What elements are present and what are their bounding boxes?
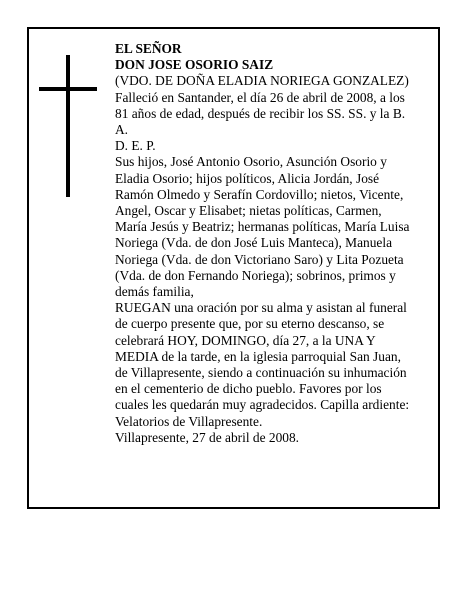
deceased-name: DON JOSE OSORIO SAIZ	[115, 57, 274, 73]
family-line: Eladia Osorio; hijos políticos, Alicia Jordán, José	[115, 170, 380, 186]
family-line: Noriega (Vda. de don José Luis Manteca), Manuela	[115, 235, 393, 251]
cross-horizontal-bar	[39, 87, 97, 91]
title-line: EL SEÑOR	[115, 41, 182, 56]
death-line: 81 años de edad, después de recibir los SS. SS. y la B.	[115, 105, 406, 121]
request-line: celebrará HOY, DOMINGO, día 27, a la UNA Y	[115, 332, 376, 348]
request-line: cuales les quedarán muy agradecidos. Capilla ardiente:	[115, 397, 410, 413]
widower-line: (VDO. DE DOÑA ELADIA NORIEGA GONZALEZ)	[115, 73, 409, 89]
death-line: Falleció en Santander, el día 26 de abril de 2008, a los	[115, 89, 405, 105]
request-line: MEDIA de la tarde, en la iglesia parroquial San Juan,	[115, 348, 401, 364]
place-date-line: Villapresente, 27 de abril de 2008.	[115, 429, 300, 445]
cross-icon	[39, 55, 97, 197]
request-line: Velatorios de Villapresente.	[115, 413, 263, 429]
family-line: (Vda. de don Fernando Noriega); sobrinos, primos y	[115, 267, 396, 283]
family-line: demás familia,	[115, 284, 194, 300]
request-line: de cuerpo presente que, por su eterno descanso, se	[115, 316, 385, 332]
family-line: Sus hijos, José Antonio Osorio, Asunción Osorio y	[115, 154, 387, 170]
family-line: Angel, Oscar y Elisabet; nietas políticas, Carmen,	[115, 203, 382, 219]
request-line: en el cementerio de dicho pueblo. Favores por los	[115, 381, 382, 397]
notice-text	[115, 41, 433, 446]
death-line: A.	[115, 122, 129, 138]
family-line: Ramón Olmedo y Serafín Cordovillo; nietos, Vicente,	[115, 186, 404, 202]
family-line: Noriega (Vda. de don Victoriano Saro) y Lita Pozueta	[115, 251, 404, 267]
family-line: María Jesús y Beatriz; hermanas políticas, María Luisa	[115, 219, 410, 235]
rip-line: D. E. P.	[115, 138, 156, 154]
request-line: RUEGAN una oración por su alma y asistan al funeral	[115, 300, 407, 316]
request-line: de Villapresente, siendo a continuación su inhumación	[115, 365, 407, 381]
obituary-notice	[27, 27, 440, 509]
cross-vertical-bar	[66, 55, 70, 197]
